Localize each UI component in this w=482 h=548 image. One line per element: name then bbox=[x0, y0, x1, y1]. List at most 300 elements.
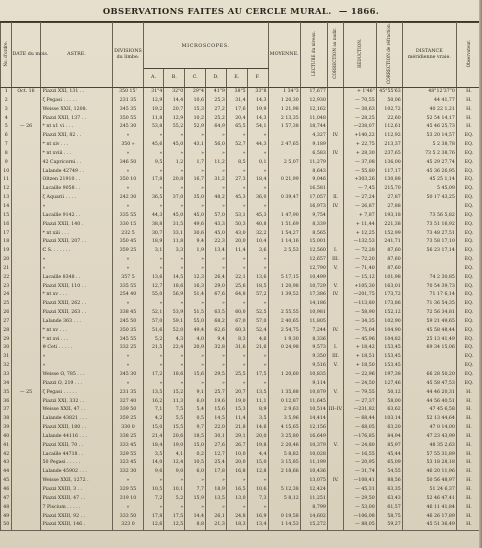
row-distance-cell: 50 17 43,25 bbox=[402, 194, 456, 203]
row-num-cell: 15 bbox=[1, 212, 12, 221]
row-mic-b-cell: 45,0 bbox=[164, 212, 185, 221]
row-mic-d-cell: 64,9 bbox=[206, 123, 227, 132]
row-mic-f-cell: 54,1 bbox=[247, 123, 268, 132]
title-year: — 1866. bbox=[338, 6, 380, 16]
row-mic-f-cell: » bbox=[247, 132, 268, 141]
row-reduction-cell: — 16,55 bbox=[344, 451, 376, 460]
row-mic-a-cell: » bbox=[143, 362, 164, 371]
row-num-cell: 43 bbox=[1, 459, 12, 468]
row-mic-a-cell: » bbox=[143, 300, 164, 309]
row-mic-c-cell: » bbox=[185, 256, 206, 265]
row-date-cell bbox=[12, 106, 40, 115]
row-date-cell bbox=[12, 221, 40, 230]
row-mic-b-cell: 5,5 bbox=[164, 415, 185, 424]
row-nadir-cell: V. bbox=[327, 442, 344, 451]
row-refraction-cell: 63,43 bbox=[376, 495, 402, 504]
row-astre-cell: Lacaille 9058 . . bbox=[40, 185, 113, 194]
row-mic-e-cell: 29,1 bbox=[226, 433, 247, 442]
row-mic-f-cell: » bbox=[247, 150, 268, 159]
col-header-nadir: CORRECTION au nadir. bbox=[327, 23, 344, 88]
row-lecture-cell: 8,643 bbox=[300, 168, 327, 177]
row-moyenne-cell bbox=[268, 185, 300, 194]
row-nadir-cell: I. bbox=[327, 344, 344, 353]
row-moyenne-cell: 1 20,98 bbox=[268, 283, 300, 292]
row-lecture-cell: 10,379 bbox=[300, 442, 327, 451]
row-divisions-cell: 335 55 bbox=[113, 212, 143, 221]
row-divisions-cell: 332 30 bbox=[113, 468, 143, 477]
row-mic-c-cell: » bbox=[185, 168, 206, 177]
row-lecture-cell: 8,799 bbox=[300, 504, 327, 513]
row-moyenne-cell bbox=[268, 380, 300, 389]
row-moyenne-cell: 2 13,35 bbox=[268, 115, 300, 124]
row-mic-f-cell: » bbox=[247, 168, 268, 177]
row-astre-cell: ζ Pegasi . . . . . bbox=[40, 97, 113, 106]
row-mic-b-cell: 12,4 bbox=[164, 459, 185, 468]
row-observateur-cell: H. bbox=[456, 486, 481, 495]
col-header-refraction: CORRECTION de réfraction. bbox=[376, 23, 402, 88]
row-mic-f-cell: » bbox=[247, 265, 268, 274]
row-num-cell: 49 bbox=[1, 513, 12, 522]
row-mic-f-cell: » bbox=[247, 185, 268, 194]
row-mic-e-cell: » bbox=[226, 256, 247, 265]
row-nadir-cell bbox=[327, 185, 344, 194]
row-astre-cell: ζ Aquarii . . . . bbox=[40, 194, 113, 203]
row-mic-a-cell: 15,0 bbox=[143, 424, 164, 433]
row-moyenne-cell: 2 55,55 bbox=[268, 309, 300, 318]
row-lecture-cell: 11,279 bbox=[300, 159, 327, 168]
row-mic-d-cell: » bbox=[206, 256, 227, 265]
row-num-cell: 18 bbox=[1, 238, 12, 247]
row-moyenne-cell: 1 20,60 bbox=[268, 371, 300, 380]
row-reduction-cell: — 15,12 bbox=[344, 274, 376, 283]
col-header-date: DATE du mois. bbox=[12, 23, 40, 88]
table-row bbox=[1, 486, 482, 495]
row-mic-f-cell: » bbox=[247, 380, 268, 389]
row-nadir-cell bbox=[327, 230, 344, 239]
row-mic-d-cell: » bbox=[206, 185, 227, 194]
row-distance-cell: 47 45 6,58 bbox=[402, 406, 456, 415]
row-mic-d-cell: » bbox=[206, 132, 227, 141]
row-date-cell bbox=[12, 230, 40, 239]
row-distance-cell: 46 20 11,96 bbox=[402, 468, 456, 477]
row-divisions-cell: 245 30 bbox=[113, 123, 143, 132]
row-mic-a-cell: 30,7 bbox=[143, 230, 164, 239]
row-observateur-cell: H. bbox=[456, 389, 481, 398]
row-refraction-cell: 153,45 bbox=[376, 344, 402, 353]
row-distance-cell bbox=[402, 353, 456, 362]
row-divisions-cell: » bbox=[113, 185, 143, 194]
row-mic-b-cell: 12,5 bbox=[164, 521, 185, 530]
row-moyenne-cell: 0 12,87 bbox=[268, 398, 300, 407]
row-lecture-cell: 9,516 bbox=[300, 362, 327, 371]
row-moyenne-cell: 1 14,16 bbox=[268, 238, 300, 247]
observations-table bbox=[0, 22, 482, 531]
row-num-cell: 5 bbox=[1, 123, 12, 132]
row-distance-cell: 5 45,09 bbox=[402, 185, 456, 194]
row-num-cell: 12 bbox=[1, 185, 12, 194]
row-num-cell: 48 bbox=[1, 504, 12, 513]
row-mic-f-cell: 15,0 bbox=[247, 459, 268, 468]
row-distance-cell: 45 51 36,49 bbox=[402, 521, 456, 530]
row-mic-f-cell: 17,5 bbox=[247, 371, 268, 380]
row-reduction-cell: — 29,50 bbox=[344, 495, 376, 504]
row-observateur-cell: H. bbox=[456, 415, 481, 424]
row-distance-cell: 51 24 6,37 bbox=[402, 486, 456, 495]
row-mic-f-cell: 18,4 bbox=[247, 176, 268, 185]
row-mic-f-cell: 52,5 bbox=[247, 309, 268, 318]
row-moyenne-cell: 1 21,98 bbox=[268, 106, 300, 115]
row-mic-c-cell: 1,7 bbox=[185, 159, 206, 168]
row-nadir-cell bbox=[327, 141, 344, 150]
row-distance-cell: 25 13 41,49 bbox=[402, 336, 456, 345]
row-moyenne-cell: 2 9,63 bbox=[268, 406, 300, 415]
row-mic-a-cell: 51,6 bbox=[143, 327, 164, 336]
row-mic-c-cell: 9,4 bbox=[185, 238, 206, 247]
row-num-cell: 8 bbox=[1, 150, 12, 159]
row-mic-e-cell: » bbox=[226, 185, 247, 194]
row-date-cell bbox=[12, 194, 40, 203]
row-lecture-cell: 8,336 bbox=[300, 336, 327, 345]
table-row bbox=[1, 230, 482, 239]
row-distance-cell: 70 54 39,73 bbox=[402, 283, 456, 292]
row-refraction-cell: 104,82 bbox=[376, 336, 402, 345]
row-refraction-cell: 152,99 bbox=[376, 230, 402, 239]
row-num-cell: 9 bbox=[1, 159, 12, 168]
row-astre-cell: * nt xv . . . bbox=[40, 327, 113, 336]
row-num-cell: 30 bbox=[1, 344, 12, 353]
row-mic-d-cell: 19,6 bbox=[206, 398, 227, 407]
row-mic-c-cell: 15,3 bbox=[185, 106, 206, 115]
row-mic-f-cell: 0,1 bbox=[247, 159, 268, 168]
row-mic-b-cell: 17,5 bbox=[164, 513, 185, 522]
row-mic-c-cell: 5,4 bbox=[185, 406, 206, 415]
row-moyenne-cell: 3 25,80 bbox=[268, 433, 300, 442]
row-reduction-cell: — 45,31 bbox=[344, 486, 376, 495]
row-lecture-cell: 10,835 bbox=[300, 371, 327, 380]
row-divisions-cell: 350 » bbox=[113, 141, 143, 150]
row-astre-cell: Piazzi XXIII, 92 . . bbox=[40, 513, 113, 522]
row-distance-cell: 44 56 40,51 bbox=[402, 398, 456, 407]
row-moyenne-cell: 2 18,66 bbox=[268, 468, 300, 477]
col-header-mic-d: D. bbox=[206, 69, 227, 88]
row-mic-d-cell: 63,5 bbox=[206, 309, 227, 318]
row-num-cell: 47 bbox=[1, 495, 12, 504]
row-distance-cell: 74 2 30,85 bbox=[402, 274, 456, 283]
row-observateur-cell: H. bbox=[456, 459, 481, 468]
row-mic-e-cell: 8,3 bbox=[226, 336, 247, 345]
row-observateur-cell: EQ. bbox=[456, 221, 481, 230]
row-observateur-cell: EQ. bbox=[456, 336, 481, 345]
row-nadir-cell bbox=[327, 168, 344, 177]
row-distance-cell: 73 51 16,92 bbox=[402, 221, 456, 230]
row-mic-c-cell: 15,9 bbox=[185, 495, 206, 504]
row-mic-c-cell: 18,5 bbox=[185, 433, 206, 442]
row-moyenne-cell: 5 8,12 bbox=[268, 495, 300, 504]
table-row bbox=[1, 247, 482, 256]
row-mic-a-cell: 4,2 bbox=[143, 415, 164, 424]
table-row bbox=[1, 159, 482, 168]
row-refraction-cell: 87,60 bbox=[376, 247, 402, 256]
row-refraction-cell: 58,00 bbox=[376, 398, 402, 407]
row-refraction-cell: 27,88 bbox=[376, 203, 402, 212]
row-mic-b-cell: 11,8 bbox=[164, 238, 185, 247]
row-date-cell bbox=[12, 406, 40, 415]
row-lecture-cell: 11,645 bbox=[300, 398, 327, 407]
row-mic-b-cell: 59,1 bbox=[164, 318, 185, 327]
row-num-cell: 35 bbox=[1, 389, 12, 398]
row-astre-cell: Weisse XXII, 47 . . bbox=[40, 406, 113, 415]
row-divisions-cell: 245 50 bbox=[113, 318, 143, 327]
row-mic-d-cell: 29,5 bbox=[206, 371, 227, 380]
row-date-cell bbox=[12, 300, 40, 309]
row-mic-d-cell: 56,0 bbox=[206, 141, 227, 150]
row-mic-a-cell: 57,0 bbox=[143, 318, 164, 327]
row-mic-d-cell: 11,2 bbox=[206, 159, 227, 168]
row-moyenne-cell bbox=[268, 504, 300, 513]
row-astre-cell: Lacaille 44718 . . bbox=[40, 451, 113, 460]
row-mic-b-cell: 19,0 bbox=[164, 442, 185, 451]
row-nadir-cell: IV. bbox=[327, 291, 344, 300]
row-refraction-cell: 152,12 bbox=[376, 309, 402, 318]
row-mic-e-cell: 60,0 bbox=[226, 309, 247, 318]
row-observateur-cell: EQ. bbox=[456, 176, 481, 185]
row-refraction-cell: 87,60 bbox=[376, 265, 402, 274]
row-date-cell bbox=[12, 451, 40, 460]
row-mic-c-cell: 30,6 bbox=[185, 230, 206, 239]
row-mic-a-cell: 17,2 bbox=[143, 371, 164, 380]
row-astre-cell: » bbox=[40, 265, 113, 274]
row-refraction-cell: 112,61 bbox=[376, 123, 402, 132]
row-mic-b-cell: 52,0 bbox=[164, 327, 185, 336]
row-mic-c-cell: 45,0 bbox=[185, 212, 206, 221]
row-lecture-cell: 12,657 bbox=[300, 256, 327, 265]
row-mic-f-cell: 16,9 bbox=[247, 513, 268, 522]
row-mic-c-cell: » bbox=[185, 504, 206, 513]
row-num-cell: 41 bbox=[1, 442, 12, 451]
row-mic-e-cell: » bbox=[226, 477, 247, 486]
row-divisions-cell: » bbox=[113, 150, 143, 159]
row-refraction-cell: 61,57 bbox=[376, 504, 402, 513]
row-mic-e-cell: » bbox=[226, 300, 247, 309]
row-date-cell bbox=[12, 477, 40, 486]
row-date-cell bbox=[12, 203, 40, 212]
row-mic-f-cell: 21,6 bbox=[247, 344, 268, 353]
row-mic-d-cell: » bbox=[206, 362, 227, 371]
row-refraction-cell: 130,88 bbox=[376, 176, 402, 185]
row-mic-f-cell: 3,6 bbox=[247, 247, 268, 256]
row-divisions-cell: 359 25 bbox=[113, 247, 143, 256]
table-row bbox=[1, 106, 482, 115]
row-lecture-cell: 14,414 bbox=[300, 415, 327, 424]
table-row bbox=[1, 504, 482, 513]
row-mic-d-cell: 18,9 bbox=[206, 486, 227, 495]
row-moyenne-cell bbox=[268, 300, 300, 309]
row-num-cell: 4 bbox=[1, 115, 12, 124]
row-reduction-cell: — 75,04 bbox=[344, 327, 376, 336]
row-nadir-cell bbox=[327, 115, 344, 124]
row-mic-c-cell: 7,7 bbox=[185, 486, 206, 495]
row-mic-b-cell: 20,7 bbox=[164, 106, 185, 115]
row-mic-a-cell: » bbox=[143, 132, 164, 141]
row-divisions-cell: 345 35 bbox=[113, 106, 143, 115]
row-nadir-cell: V. bbox=[327, 362, 344, 371]
row-divisions-cell: » bbox=[113, 353, 143, 362]
row-mic-d-cell: 30,1 bbox=[206, 433, 227, 442]
row-astre-cell: ζ Pegasi . . . . . bbox=[40, 389, 113, 398]
row-lecture-cell: 12,930 bbox=[300, 97, 327, 106]
row-observateur-cell: EQ. bbox=[456, 283, 481, 292]
row-reduction-cell: + 11,44 bbox=[344, 221, 376, 230]
row-distance-cell: 53 18 28,18 bbox=[402, 459, 456, 468]
row-mic-d-cell: 62,6 bbox=[206, 327, 227, 336]
row-num-cell: 3 bbox=[1, 106, 12, 115]
row-observateur-cell: H. bbox=[456, 513, 481, 522]
row-reduction-cell: — 24,80 bbox=[344, 442, 376, 451]
row-observateur-cell: EQ. bbox=[456, 371, 481, 380]
row-distance-cell: 45 46 25,73 bbox=[402, 123, 456, 132]
row-lecture-cell: 9,114 bbox=[300, 380, 327, 389]
row-date-cell bbox=[12, 362, 40, 371]
row-num-cell: 20 bbox=[1, 256, 12, 265]
row-observateur-cell: EQ. bbox=[456, 380, 481, 389]
row-distance-cell bbox=[402, 362, 456, 371]
row-moyenne-cell: 5 17,15 bbox=[268, 274, 300, 283]
row-reduction-cell: — 34,35 bbox=[344, 318, 376, 327]
row-moyenne-cell: 4 15,65 bbox=[268, 424, 300, 433]
row-refraction-cell: 45,44 bbox=[376, 451, 402, 460]
row-mic-f-cell: 14,6 bbox=[247, 424, 268, 433]
row-mic-b-cell: 15,2 bbox=[164, 389, 185, 398]
row-moyenne-cell: 1 47,90 bbox=[268, 212, 300, 221]
row-moyenne-cell: 2 54,75 bbox=[268, 327, 300, 336]
row-mic-c-cell: 4,0 bbox=[185, 336, 206, 345]
row-mic-b-cell: 18,6 bbox=[164, 371, 185, 380]
row-mic-e-cell: 31,4 bbox=[226, 97, 247, 106]
row-mic-b-cell: 12,9 bbox=[164, 115, 185, 124]
row-reduction-cell: — 58,90 bbox=[344, 309, 376, 318]
row-mic-e-cell: 11,4 bbox=[226, 415, 247, 424]
row-lecture-cell: 9,189 bbox=[300, 141, 327, 150]
row-refraction-cell: 59,27 bbox=[376, 521, 402, 530]
row-reduction-cell: —106,08 bbox=[344, 513, 376, 522]
row-mic-d-cell: 27,6 bbox=[206, 442, 227, 451]
row-mic-a-cell: 19,2 bbox=[143, 106, 164, 115]
row-mic-a-cell: 9,5 bbox=[143, 159, 164, 168]
row-lecture-cell: 15,001 bbox=[300, 238, 327, 247]
row-moyenne-cell: 1 9,30 bbox=[268, 336, 300, 345]
row-astre-cell: Lacaille 9142 . . bbox=[40, 212, 113, 221]
row-astre-cell: Lalande 45902 . . . bbox=[40, 468, 113, 477]
row-num-cell: 24 bbox=[1, 291, 12, 300]
row-num-cell: 33 bbox=[1, 371, 12, 380]
row-divisions-cell: 332 25 bbox=[113, 344, 143, 353]
row-mic-e-cell: 26,7 bbox=[226, 442, 247, 451]
row-distance-cell: 66 28 50,20 bbox=[402, 371, 456, 380]
row-divisions-cell: 345 30 bbox=[113, 371, 143, 380]
col-header-divisions: DIVISIONS du limbe. bbox=[113, 23, 143, 88]
row-astre-cell: ϑ Ceti . . . . . bbox=[40, 344, 113, 353]
row-mic-d-cell: 41"9 bbox=[206, 88, 227, 97]
row-mic-e-cell: 27,3 bbox=[226, 176, 247, 185]
row-mic-c-cell: 51,5 bbox=[185, 309, 206, 318]
row-mic-d-cell: 25,3 bbox=[206, 97, 227, 106]
row-mic-e-cell: 20,0 bbox=[226, 459, 247, 468]
row-distance-cell: 73 5 2 38,76 bbox=[402, 150, 456, 159]
row-refraction-cell: 136,00 bbox=[376, 159, 402, 168]
row-moyenne-cell bbox=[268, 150, 300, 159]
row-mic-e-cell: 15,3 bbox=[226, 406, 247, 415]
row-mic-e-cell: 20,0 bbox=[226, 238, 247, 247]
row-refraction-cell: 22,60 bbox=[376, 115, 402, 124]
row-date-cell bbox=[12, 380, 40, 389]
row-astre-cell: Piazzi XXII, 180 . . bbox=[40, 424, 113, 433]
row-num-cell: 21 bbox=[1, 265, 12, 274]
row-mic-e-cell: 45,3 bbox=[226, 194, 247, 203]
col-header-mic-e: E. bbox=[226, 69, 247, 88]
row-mic-a-cell: » bbox=[143, 256, 164, 265]
row-refraction-cell: 173,72 bbox=[376, 291, 402, 300]
row-mic-e-cell: 21,8 bbox=[226, 424, 247, 433]
row-num-cell: 10 bbox=[1, 168, 12, 177]
row-mic-e-cell: 50,3 bbox=[226, 221, 247, 230]
row-num-cell: 32 bbox=[1, 362, 12, 371]
table-row bbox=[1, 256, 482, 265]
row-mic-d-cell: 25,4 bbox=[206, 459, 227, 468]
table-row bbox=[1, 212, 482, 221]
row-mic-b-cell: 10,1 bbox=[164, 486, 185, 495]
row-nadir-cell: IV. bbox=[327, 327, 344, 336]
row-lecture-cell: 18,744 bbox=[300, 123, 327, 132]
row-num-cell: 31 bbox=[1, 353, 12, 362]
row-refraction-cell: 127,46 bbox=[376, 380, 402, 389]
row-mic-d-cell: 29,0 bbox=[206, 283, 227, 292]
row-astre-cell: Oltzen 21910 . . bbox=[40, 176, 113, 185]
row-mic-e-cell: 16,8 bbox=[226, 468, 247, 477]
row-mic-f-cell: 33"8 bbox=[247, 88, 268, 97]
row-astre-cell: 42 Capricorni . . bbox=[40, 159, 113, 168]
row-astre-cell: Piazzi XXII, 70 . . bbox=[40, 442, 113, 451]
row-mic-b-cell: » bbox=[164, 504, 185, 513]
col-header-mic-a: A. bbox=[143, 69, 164, 88]
row-reduction-cell: — 68,05 bbox=[344, 424, 376, 433]
row-mic-e-cell: 20,4 bbox=[226, 115, 247, 124]
row-nadir-cell bbox=[327, 513, 344, 522]
row-date-cell bbox=[12, 459, 40, 468]
row-mic-a-cell: 5,2 bbox=[143, 336, 164, 345]
row-mic-e-cell: » bbox=[226, 265, 247, 274]
row-nadir-cell bbox=[327, 415, 344, 424]
row-num-cell: 39 bbox=[1, 424, 12, 433]
row-mic-f-cell: 13,5 bbox=[247, 389, 268, 398]
row-mic-d-cell: 9,4 bbox=[206, 336, 227, 345]
row-lecture-cell: 16,649 bbox=[300, 433, 327, 442]
row-mic-a-cell: 18,4 bbox=[143, 442, 164, 451]
row-lecture-cell: 12,560 bbox=[300, 247, 327, 256]
table-row bbox=[1, 274, 482, 283]
row-divisions-cell: 338 25 bbox=[113, 433, 143, 442]
row-mic-d-cell: 17,8 bbox=[206, 468, 227, 477]
row-reduction-cell: — 24,50 bbox=[344, 380, 376, 389]
row-refraction-cell: 193,18 bbox=[376, 212, 402, 221]
row-mic-e-cell: 17,6 bbox=[226, 106, 247, 115]
row-astre-cell: Weisse O, 785 . . . bbox=[40, 371, 113, 380]
row-mic-e-cell: » bbox=[226, 132, 247, 141]
row-lecture-cell: 12,156 bbox=[300, 424, 327, 433]
row-lecture-cell: 12,162 bbox=[300, 106, 327, 115]
row-mic-b-cell: 3,3 bbox=[164, 247, 185, 256]
row-astre-cell: » bbox=[40, 353, 113, 362]
col-header-astre: ASTRE. bbox=[40, 23, 113, 88]
